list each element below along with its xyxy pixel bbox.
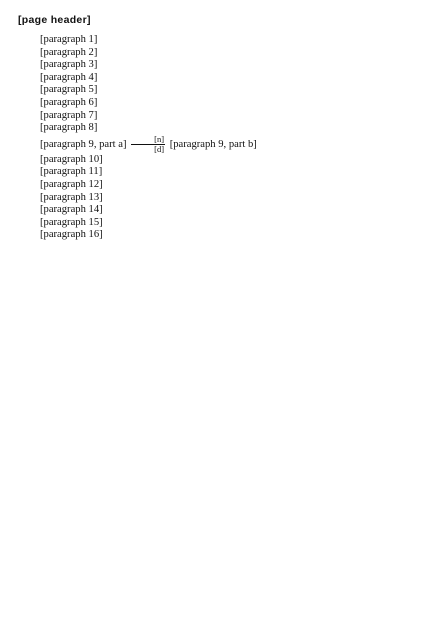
grade-fraction [131, 135, 165, 154]
paragraph: [paragraph 15] [40, 216, 103, 228]
paragraph: [paragraph 4] [40, 71, 98, 83]
paragraph: [paragraph 13] [40, 191, 103, 203]
paragraph: [paragraph 16] [40, 229, 103, 241]
paragraph-text: [paragraph 9, part a] [40, 138, 127, 150]
paragraph: [paragraph 14] [40, 204, 103, 216]
document-body [18, 34, 404, 242]
paragraph: [paragraph 6] [40, 96, 98, 108]
paragraph: [paragraph 3] [40, 59, 98, 71]
fraction-numerator: [n] [131, 135, 165, 145]
paragraph: [paragraph 2] [40, 46, 98, 58]
fraction-denominator: [d] [154, 143, 165, 154]
paragraph: [paragraph 12] [40, 178, 103, 190]
page-header: [page header] [18, 14, 91, 26]
paragraph: [paragraph 10] [40, 153, 103, 165]
paragraph: [paragraph 8] [40, 122, 98, 134]
paragraph: [paragraph 7] [40, 109, 98, 121]
paragraph: [paragraph 1] [40, 34, 98, 45]
paragraph [18, 135, 404, 154]
paragraph: [paragraph 11] [40, 166, 103, 178]
paragraph: [paragraph 5] [40, 84, 98, 96]
paragraph-text-after: [paragraph 9, part b] [169, 138, 257, 150]
